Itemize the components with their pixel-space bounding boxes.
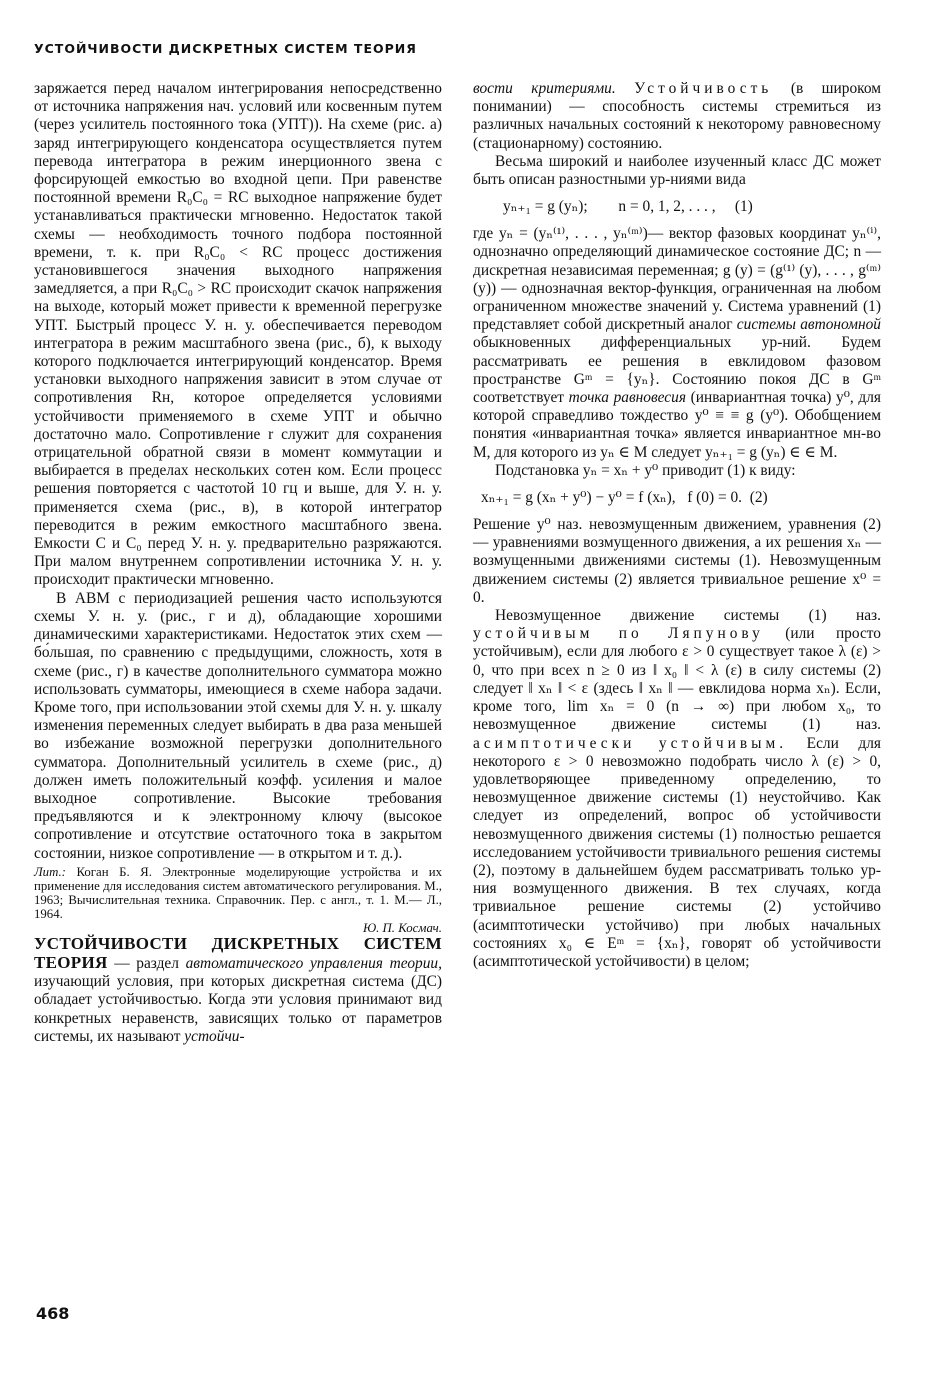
paragraph: Решение y⁰ наз. невозмущенным движением, уравнения (2) — уравнениями возмущенного движения, а их решения xₙ — возмущенными движениями системы (1). Невозмущенным движением системы (2) является тривиальное решение x⁰ = 0. [473,516,881,606]
term-spaced: Устойчивость [634,80,773,97]
literature-label: Лит.: [34,864,66,879]
paragraph-text: где yₙ = (yₙ⁽¹⁾, . . . , yₙ⁽ᵐ⁾)— вектор фазовых координат yₙ⁽ⁱ⁾, однозначно определяющий динамическое состояние ДС; n — дискретная независимая переменная; g (y) = (g⁽¹⁾ (y), . . . , g⁽ᵐ⁾ (y)) — однозначная вектор-функция, ограниченная на любом ограниченном множестве значений y. Система уравнений (1) представляет собой дискретный аналог [473,225,881,334]
paragraph-text: (в широком понимании) — способность системы стремиться из различных начальных состояний к некоторому равновесному (стационарному) состоянию. [473,80,881,152]
author-signature: Ю. П. Космач. [362,920,442,935]
paragraph-text: Если для некоторого ε > 0 невозможно подобрать число λ (ε) > 0, удовлетворяющее приведенному определению, то невозмущенное движение системы (1) неустойчиво. Как следует из определений, вопрос об устойчивости невозмущенного движения системы (1) полностью решается исследованием устойчивости тривиального решения системы (2), поэтому в дальнейшем будем рассматривать только ур-ния возмущенного движения. В тех случаях, когда тривиальное решение системы (2) устойчиво (асимптотически устойчиво) при любых начальных состояниях x₀ ∈ Eᵐ = {xₙ}, говорят об устойчивости (асимптотической устойчивости) в целом; [473,734,881,970]
paragraph [473,225,881,462]
page-number: 468 [36,1304,70,1323]
entry-term-link: устойчи- [184,1027,245,1045]
running-header: УСТОЙЧИВОСТИ ДИСКРЕТНЫХ СИСТЕМ ТЕОРИЯ [34,41,417,56]
left-column [34,80,442,1046]
paragraph-text: (инвариантная точка) y⁰, для которой справедливо тождество y⁰ ≡ ≡ g (y⁰). Обобщением понятия «инвариантная точка» является инвариантное мн-во M, для которого из yₙ ∈ M следует yₙ₊₁ = g (yₙ) ∈ ∈ M. [473,389,881,461]
entry-start [34,935,442,1046]
paragraph: заряжается перед началом интегрирования непосредственно от источника напряжения нач. условий или косвенным путем (через усилитель постоянного тока (УПТ)). На схеме (рис. а) заряд интегрирующего конденсатора осуществляется путем перевода интегратора в режим инерционного звена с форсирующей емкостью во входной цепи. При равенстве постоянной времени R₀C₀ = RC выходное напряжение будет устанавливаться практически мгновенно. Недостаток такой схемы — необходимость точного подбора постоянной времени, т. к. при R₀C₀ < RC процесс достижения установившегося значения выходного напряжения замедляется, а при R₀C₀ > RC происходит скачок напряжения на выходе, который может привести к временной перегрузке УПТ. Быстрый процесс У. н. у. обеспечивается переводом интегратора в режим масштабного звена (рис., б), к выходу которого подключается интегрирующий конденсатор. Время установки выходного напряжения зависит в этом случае от сопротивления Rн, которое определяется условиями устойчивости применяемого в схеме УПТ и обычно достаточно мало. Сопротивление r служит для сохранения отрицательной обратной связи в момент коммутации и выбирается в пределах нескольких сотен ком. Если процесс решения повторяется с частотой 10 гц и выше, для У. н. у. применяется схема (рис., в), в которой интегратор переводится в режим емкостного масштабного звена. Емкости C и C₀ перед У. н. у. предварительно разряжаются. При малом внутреннем сопротивлении источника У. н. у. происходит практически мгновенно. [34,80,442,589]
entry-text: изучающий условия, при которых дискретная система (ДС) обладает устойчивостью. Когда эти условия принимают вид конкретных неравенств, зависящих только от параметров системы, их называют [34,973,442,1045]
equation-2: xₙ₊₁ = g (xₙ + y⁰) − y⁰ = f (xₙ), f (0) = 0. (2) [481,489,768,507]
paragraph [473,607,881,971]
paragraph-text: Невозмущенное движение системы (1) наз. [495,607,881,625]
paragraph: Весьма широкий и наиболее изученный класс ДС может быть описан разностными ур-ниями вида [473,152,881,189]
paragraph-text: (или просто устойчивым), если для любого ε > 0 существует такое λ (ε) > 0, что при всех n ≥ 0 из ‖ x₀ ‖ < λ (ε) в силу системы (2) следует ‖ xₙ ‖ < ε (здесь ‖ xₙ ‖ — евклидова норма xₙ). Если, кроме того, lim xₙ = 0 (n → ∞) при любом x₀, то невозмущенное движение системы (1) наз. [473,625,882,734]
term-italic: вости критериями. [473,80,616,97]
literature-text: Коган Б. Я. Электронные моделирующие устройства и их применение для исследования систем автоматического регулирования. М., 1963; Вычислительная техника. Справочник. Пер. с англ., т. 1. М.— Л., 1964. [34,864,443,921]
paragraph: Подстановка yₙ = xₙ + y⁰ приводит (1) к виду: [495,461,796,479]
paragraph-text: обыкновенных дифференциальных ур-ний. Будем рассматривать ее решения в евклидовом фазовом пространстве Gᵐ = {yₙ}. Состоянию покоя ДС в Gᵐ соответствует [473,334,881,407]
entry-term-link: автоматического управления теории, [185,954,442,972]
term-spaced: асимптотически устойчивым. [473,734,788,752]
entry-text: — раздел [114,954,179,972]
term-italic: точка равновесия [568,389,686,407]
term-spaced: устойчивым по Ляпунову [473,625,764,643]
entry-title: УСТОЙЧИВОСТИ ДИСКРЕТНЫХ СИСТЕМ ТЕОРИЯ [34,933,442,972]
paragraph [473,80,881,153]
equation-1: yₙ₊₁ = g (yₙ); n = 0, 1, 2, . . . , (1) [503,198,753,216]
right-column [473,80,881,971]
paragraph: В АВМ с периодизацией решения часто используются схемы У. н. у. (рис., г и д), обладающие хорошими динамическими характеристиками. Недостаток этих схем — бо́льшая, по сравнению с предыдущими, сложность, хотя в схеме (рис., г) в качестве дополнительного сумматора можно использовать сумматоры, имеющиеся в схеме набора задачи. Кроме того, при использовании этой схемы для У. н. у. шкалу изменения переменных следует выбирать в два раза меньшей во избежание возможной перегрузки дополнительного сумматора. Дополнительный усилитель в схеме (рис., д) должен иметь положительный коэфф. усиления и малое выходное сопротивление. Высокие требования предъявляются и к электронному ключу (высокое сопротивление и отсутствие остаточного тока в закрытом состоянии, низкое сопротивление — в открытом и т. д.). [34,589,442,862]
term-italic: системы автономной [736,316,881,334]
literature-block [34,865,442,935]
